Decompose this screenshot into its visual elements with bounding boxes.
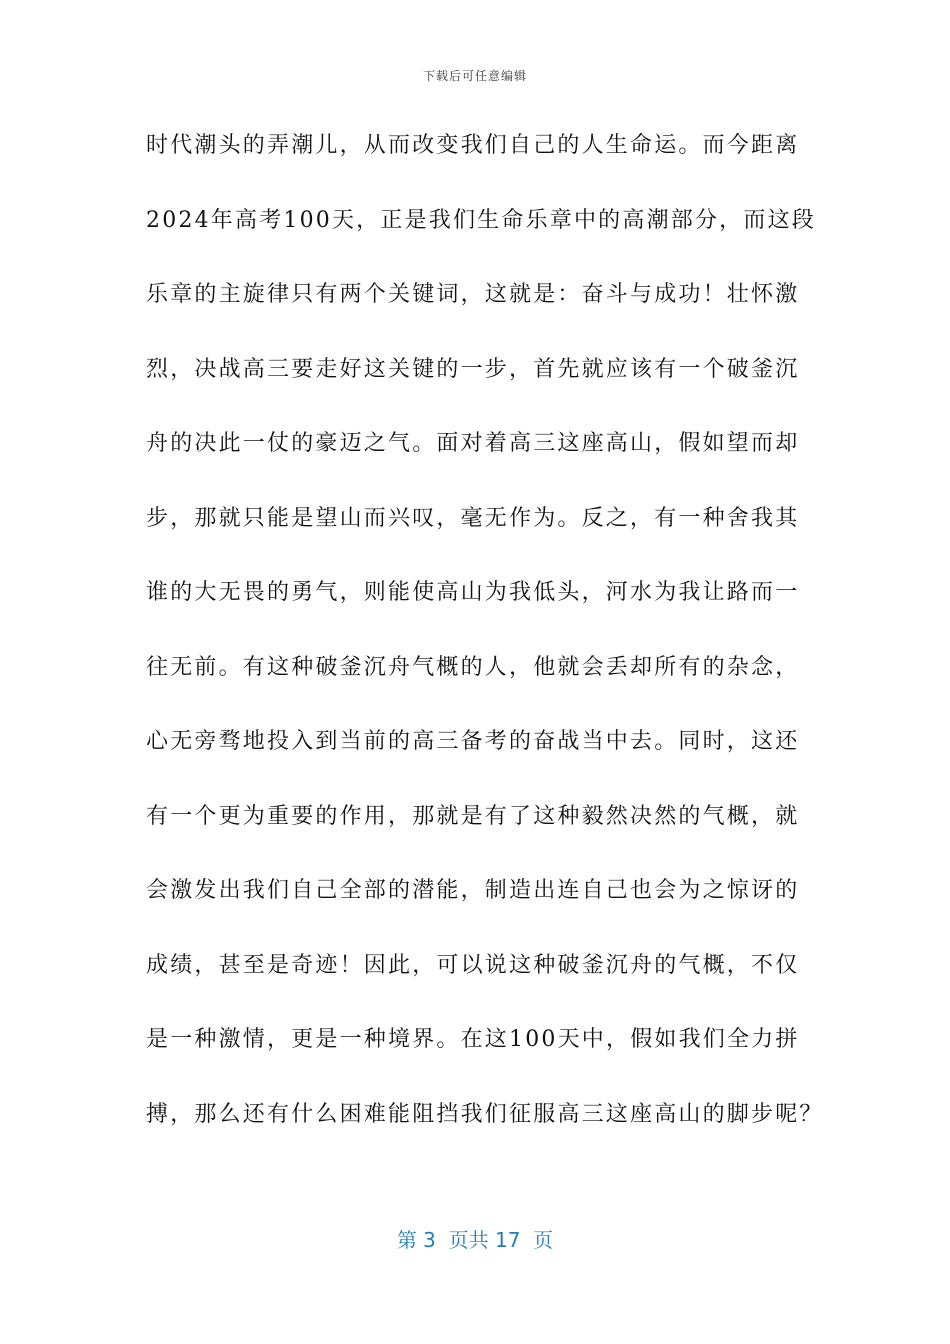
text-line: 会激发出我们自己全部的潜能，制造出连自己也会为之惊讶的 <box>146 878 800 903</box>
text-line: 心无旁骛地投入到当前的高三备考的奋战当中去。同时，这还 <box>146 729 800 754</box>
text-line: 是一种激情，更是一种境界。在这100天中，假如我们全力拼 <box>146 1027 800 1052</box>
text-line: 乐章的主旋律只有两个关键词，这就是：奋斗与成功！壮怀激 <box>146 282 800 307</box>
text-line: 成绩，甚至是奇迹！因此，可以说这种破釜沉舟的气概，不仅 <box>146 952 800 978</box>
header-note: 下载后可任意编辑 <box>422 69 527 83</box>
text-line: 有一个更为重要的作用，那就是有了这种毅然决然的气概，就 <box>146 803 800 829</box>
text-line: 谁的大无畏的勇气，则能使高山为我低头，河水为我让路而一 <box>146 580 800 605</box>
text-line: 舟的决此一仗的豪迈之气。面对着高三这座高山，假如望而却 <box>146 431 800 456</box>
text-line: 2024年高考100天，正是我们生命乐章中的高潮部分，而这段 <box>146 207 816 233</box>
text-line: 烈，决战高三要走好这关键的一步，首先就应该有一个破釜沉 <box>146 356 800 382</box>
page-number-footer: 第 3 页共 17 页 <box>396 1228 554 1252</box>
text-line: 步，那就只能是望山而兴叹，毫无作为。反之，有一种舍我其 <box>146 505 800 531</box>
text-line: 往无前。有这种破釜沉舟气概的人，他就会丢却所有的杂念， <box>146 654 800 680</box>
text-line: 搏，那么还有什么困难能阻挡我们征服高三这座高山的脚步呢？ <box>146 1101 824 1127</box>
document-body <box>146 126 826 1169</box>
text-line: 时代潮头的弄潮儿，从而改变我们自己的人生命运。而今距离 <box>146 133 800 158</box>
